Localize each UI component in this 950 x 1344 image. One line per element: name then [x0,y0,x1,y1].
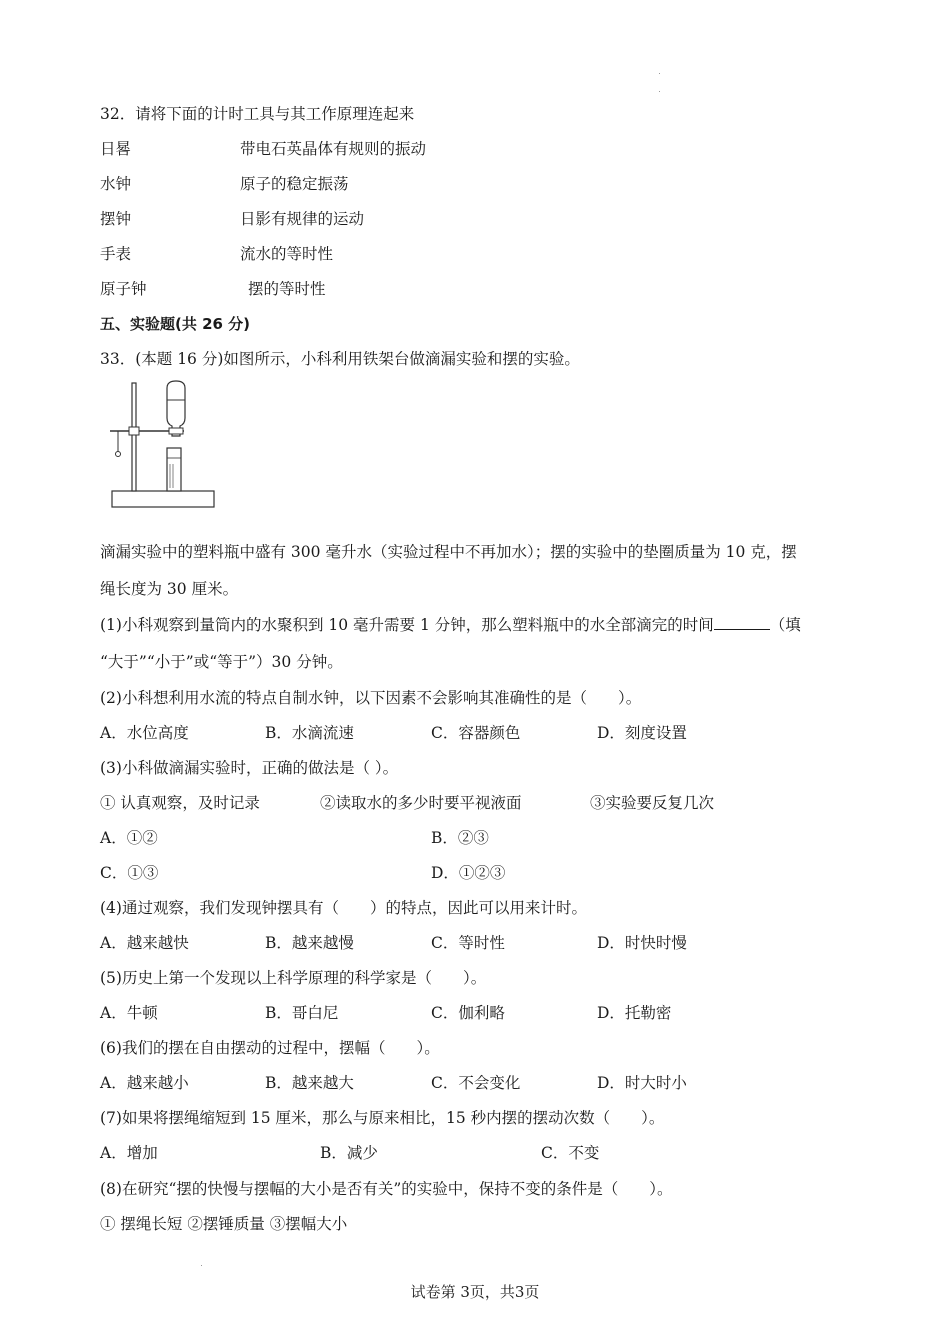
tool-item: 手表 [100,245,132,263]
part-2-question: (2)小科想利用水流的特点自制水钟，以下因素不会影响其准确性的是（ ）。 [100,689,642,707]
part-5-question: (5)历史上第一个发现以上科学原理的科学家是（ ）。 [100,969,487,987]
question-33-stem: 33．(本题 16 分)如图所示，小科利用铁架台做滴漏实验和摆的实验。 [100,350,580,368]
tool-item: 原子钟 [100,280,147,298]
option-a[interactable]: A．越来越小 [100,1074,189,1092]
statement-item: ③实验要反复几次 [590,794,715,812]
part-1-prompt: (1)小科观察到量筒内的水聚积到 10 毫升需要 1 分钟，那么塑料瓶中的水全部滴完的时间 [100,616,714,634]
option-c[interactable]: C．等时性 [431,934,505,952]
part-3-question: (3)小科做滴漏实验时，正确的做法是（ ）。 [100,759,399,777]
scan-speck [659,91,660,92]
scan-speck [659,73,660,74]
option-c[interactable]: C．伽利略 [431,1004,505,1022]
part-8-items: ① 摆绳长短 ②摆锤质量 ③摆幅大小 [100,1215,348,1233]
question-32-title: 32．请将下面的计时工具与其工作原理连起来 [100,105,415,123]
statement-item: ②读取水的多少时要平视液面 [320,794,522,812]
option-b[interactable]: B．减少 [320,1144,378,1162]
part-8-question: (8)在研究“摆的快慢与摆幅的大小是否有关”的实验中，保持不变的条件是（ ）。 [100,1180,673,1198]
principle-item: 原子的稳定振荡 [240,175,349,193]
option-a[interactable]: A．越来越快 [100,934,189,952]
option-c[interactable]: C．容器颜色 [431,724,521,742]
option-a[interactable]: A．增加 [100,1144,158,1162]
part-7-question: (7)如果将摆绳缩短到 15 厘米，那么与原来相比，15 秒内摆的摆动次数（ ）。 [100,1109,665,1127]
part-1-text-line2: “大于”“小于”或“等于”）30 分钟。 [100,653,343,671]
option-c[interactable]: C．不变 [541,1144,600,1162]
option-a[interactable]: A．水位高度 [100,724,189,742]
option-d[interactable]: D．时大时小 [597,1074,687,1092]
option-b[interactable]: B．哥白尼 [265,1004,339,1022]
option-b[interactable]: B．水滴流速 [265,724,354,742]
part-4-question: (4)通过观察，我们发现钟摆具有（ ）的特点，因此可以用来计时。 [100,899,587,917]
option-a[interactable]: A．牛顿 [100,1004,158,1022]
principle-item: 带电石英晶体有规则的振动 [240,140,427,158]
tool-item: 水钟 [100,175,132,193]
statement-item: ① 认真观察，及时记录 [100,794,260,812]
option-d[interactable]: D．①②③ [431,864,506,882]
option-b[interactable]: B．②③ [431,829,489,847]
option-c[interactable]: C．不会变化 [431,1074,521,1092]
option-b[interactable]: B．越来越大 [265,1074,354,1092]
question-33-desc: 绳长度为 30 厘米。 [100,580,239,598]
option-a[interactable]: A．①② [100,829,158,847]
option-d[interactable]: D．托勒密 [597,1004,672,1022]
question-33-desc: 滴漏实验中的塑料瓶中盛有 300 毫升水（实验过程中不再加水）；摆的实验中的垫圈质量为 10 克，摆 [100,543,797,561]
principle-item: 日影有规律的运动 [240,210,365,228]
principle-item: 流水的等时性 [240,245,334,263]
option-d[interactable]: D．时快时慢 [597,934,687,952]
part-6-question: (6)我们的摆在自由摆动的过程中，摆幅（ ）。 [100,1039,440,1057]
option-c[interactable]: C．①③ [100,864,159,882]
part-1-text [100,615,801,635]
apparatus-figure [100,378,220,512]
tool-item: 日晷 [100,140,132,158]
scan-speck [201,1265,202,1266]
part-1-fill-hint: （填 [769,616,801,634]
option-d[interactable]: D．刻度设置 [597,724,687,742]
option-b[interactable]: B．越来越慢 [265,934,354,952]
page-footer: 试卷第 3页，共3页 [410,1283,540,1301]
principle-item: 摆的等时性 [248,280,326,298]
section-title: 五、实验题(共 26 分) [100,315,251,333]
answer-blank[interactable] [714,615,770,630]
tool-item: 摆钟 [100,210,132,228]
